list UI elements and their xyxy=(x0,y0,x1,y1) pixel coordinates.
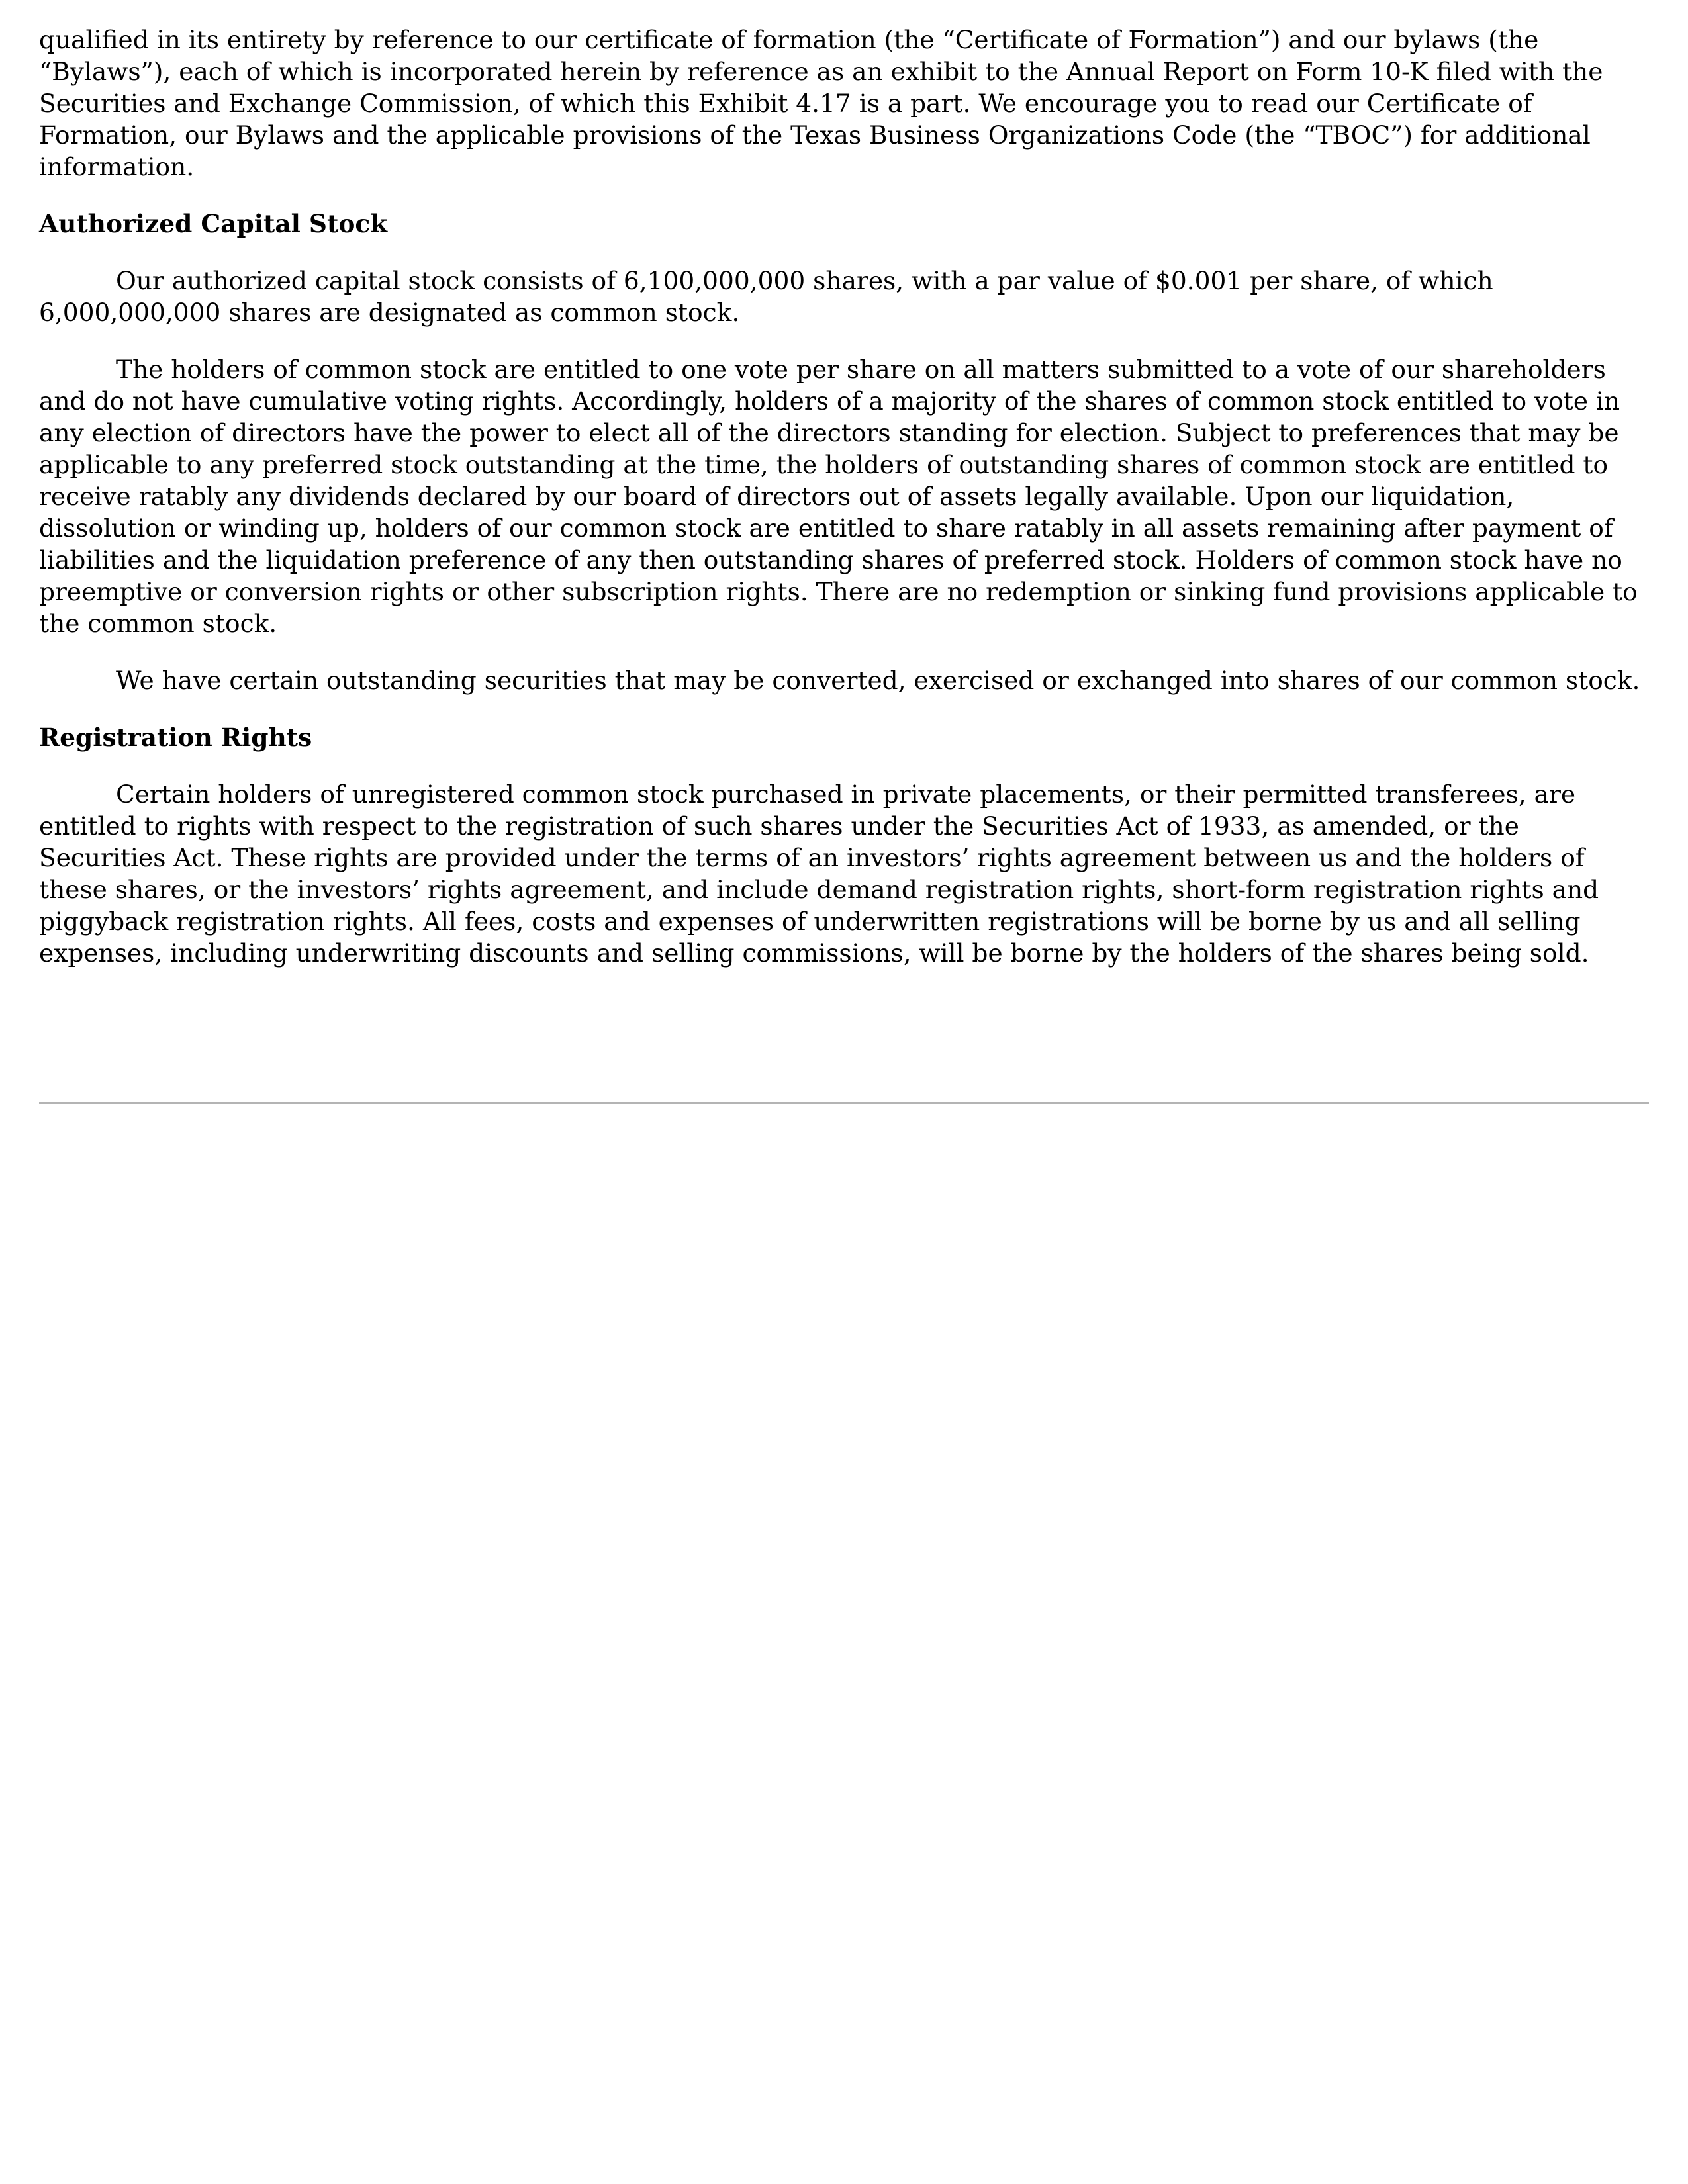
section-heading-authorized-capital-stock: Authorized Capital Stock xyxy=(39,209,388,238)
section-heading-registration-rights: Registration Rights xyxy=(39,723,312,752)
authorized-capital-paragraph: Our authorized capital stock consists of 6,100,000,000 shares, with a par value of $0.001 per share, of which 6,000,000,000 shares are designated as common stock. xyxy=(39,266,1493,327)
document-body xyxy=(39,24,1649,969)
registration-rights-paragraph: Certain holders of unregistered common stock purchased in private placements, or their permitted transferees, are entitled to rights with respect to the registration of such shares under the Securities Act of 1933, as amended, or the Securities Act. These rights are provided under the terms of an investors’ rights agreement between us and the holders of these shares, or the investors’ rights agreement, and include demand registration rights, short-form registration rights and piggyback registration rights. All fees, costs and expenses of underwritten registrations will be borne by us and all selling expenses, including underwriting discounts and selling commissions, will be borne by the holders of the shares being sold. xyxy=(39,780,1599,968)
intro-paragraph: qualified in its entirety by reference to our certificate of formation (the “Certificate of Formation”) and our bylaws (the “Bylaws”), each of which is incorporated herein by reference as an exhibit to the Annual Report on Form 10-K filed with the Securities and Exchange Commission, of which this Exhibit 4.17 is a part. We encourage you to read our Certificate of Formation, our Bylaws and the applicable provisions of the Texas Business Organizations Code (the “TBOC”) for additional information. xyxy=(39,25,1603,181)
outstanding-securities-paragraph: We have certain outstanding securities that may be converted, exercised or exchanged into shares of our common stock. xyxy=(116,666,1640,695)
page-divider xyxy=(39,1102,1649,1104)
common-stock-rights-paragraph: The holders of common stock are entitled to one vote per share on all matters submitted to a vote of our shareholders and do not have cumulative voting rights. Accordingly, holders of a majority of the shares of common stock entitled to vote in any election of directors have the power to elect all of the directors standing for election. Subject to preferences that may be applicable to any preferred stock outstanding at the time, the holders of outstanding shares of common stock are entitled to receive ratably any dividends declared by our board of directors out of assets legally available. Upon our liquidation, dissolution or winding up, holders of our common stock are entitled to share ratably in all assets remaining after payment of liabilities and the liquidation preference of any then outstanding shares of preferred stock. Holders of common stock have no preemptive or conversion rights or other subscription rights. There are no redemption or sinking fund provisions applicable to the common stock. xyxy=(39,355,1638,638)
